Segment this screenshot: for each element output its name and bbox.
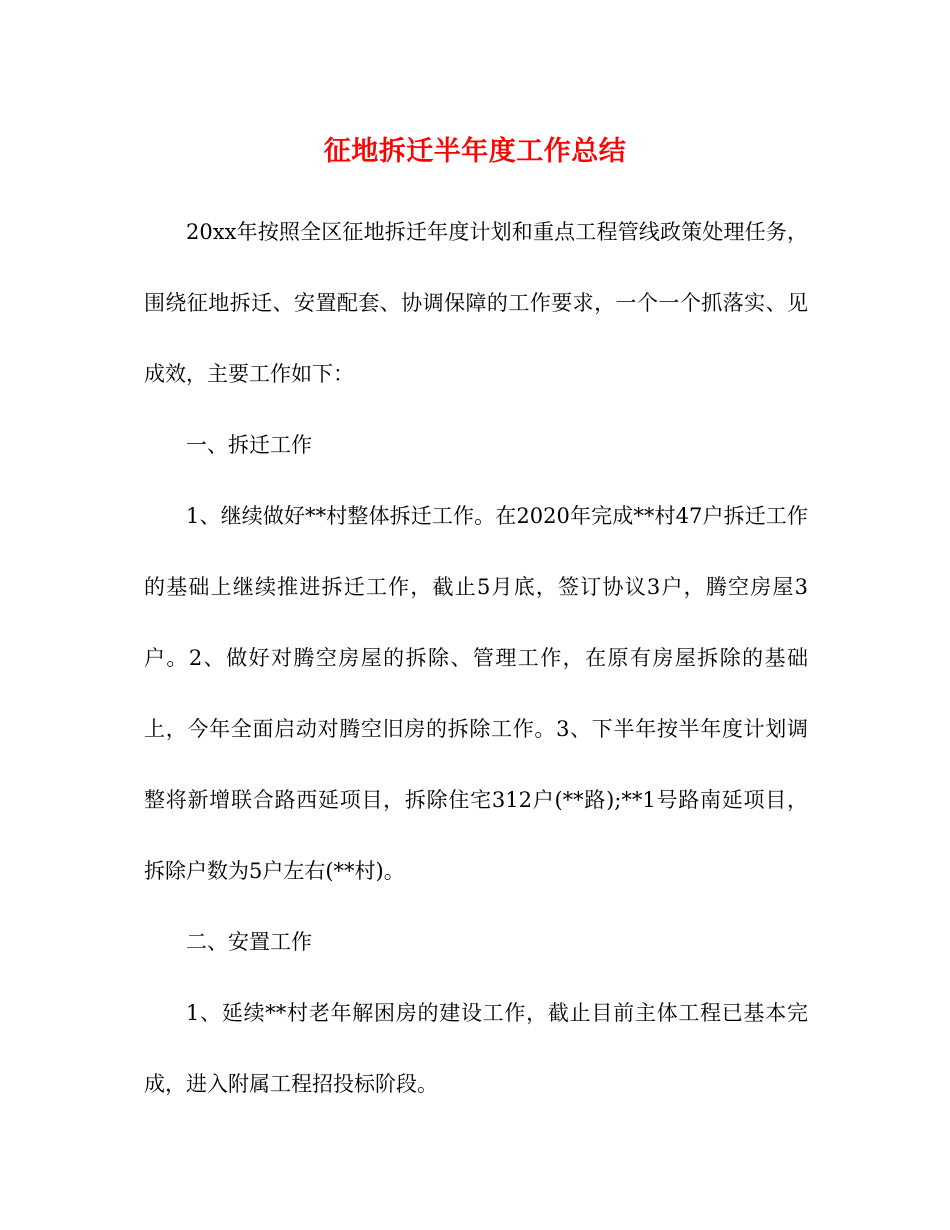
paragraph-demolition: 1、继续做好**村整体拆迁工作。在2020年完成**村47户拆迁工作的基础上继续推进拆迁工作，截止5月底，签订协议3户，腾空房屋3户。2、做好对腾空房屋的拆除、管理工作，在原有房屋拆除的基础上，今年全面启动对腾空旧房的拆除工作。3、下半年按半年度计划调整将新增联合路西延项目，拆除住宅312户(**路);**1号路南延项目，拆除户数为5户左右(**村)。 xyxy=(144,504,808,883)
document-body xyxy=(144,197,808,1120)
paragraph-resettlement: 1、延续**村老年解困房的建设工作，截止目前主体工程已基本完成，进入附属工程招投标阶段。 xyxy=(144,1001,808,1096)
section-heading-demolition: 一、拆迁工作 xyxy=(186,433,312,457)
document-title: 征地拆迁半年度工作总结 xyxy=(323,136,627,167)
paragraph-intro: 20xx年按照全区征地拆迁年度计划和重点工程管线政策处理任务，围绕征地拆迁、安置配套、协调保障的工作要求，一个一个抓落实、见成效，主要工作如下： xyxy=(144,220,808,386)
section-heading-resettlement: 二、安置工作 xyxy=(186,930,312,954)
